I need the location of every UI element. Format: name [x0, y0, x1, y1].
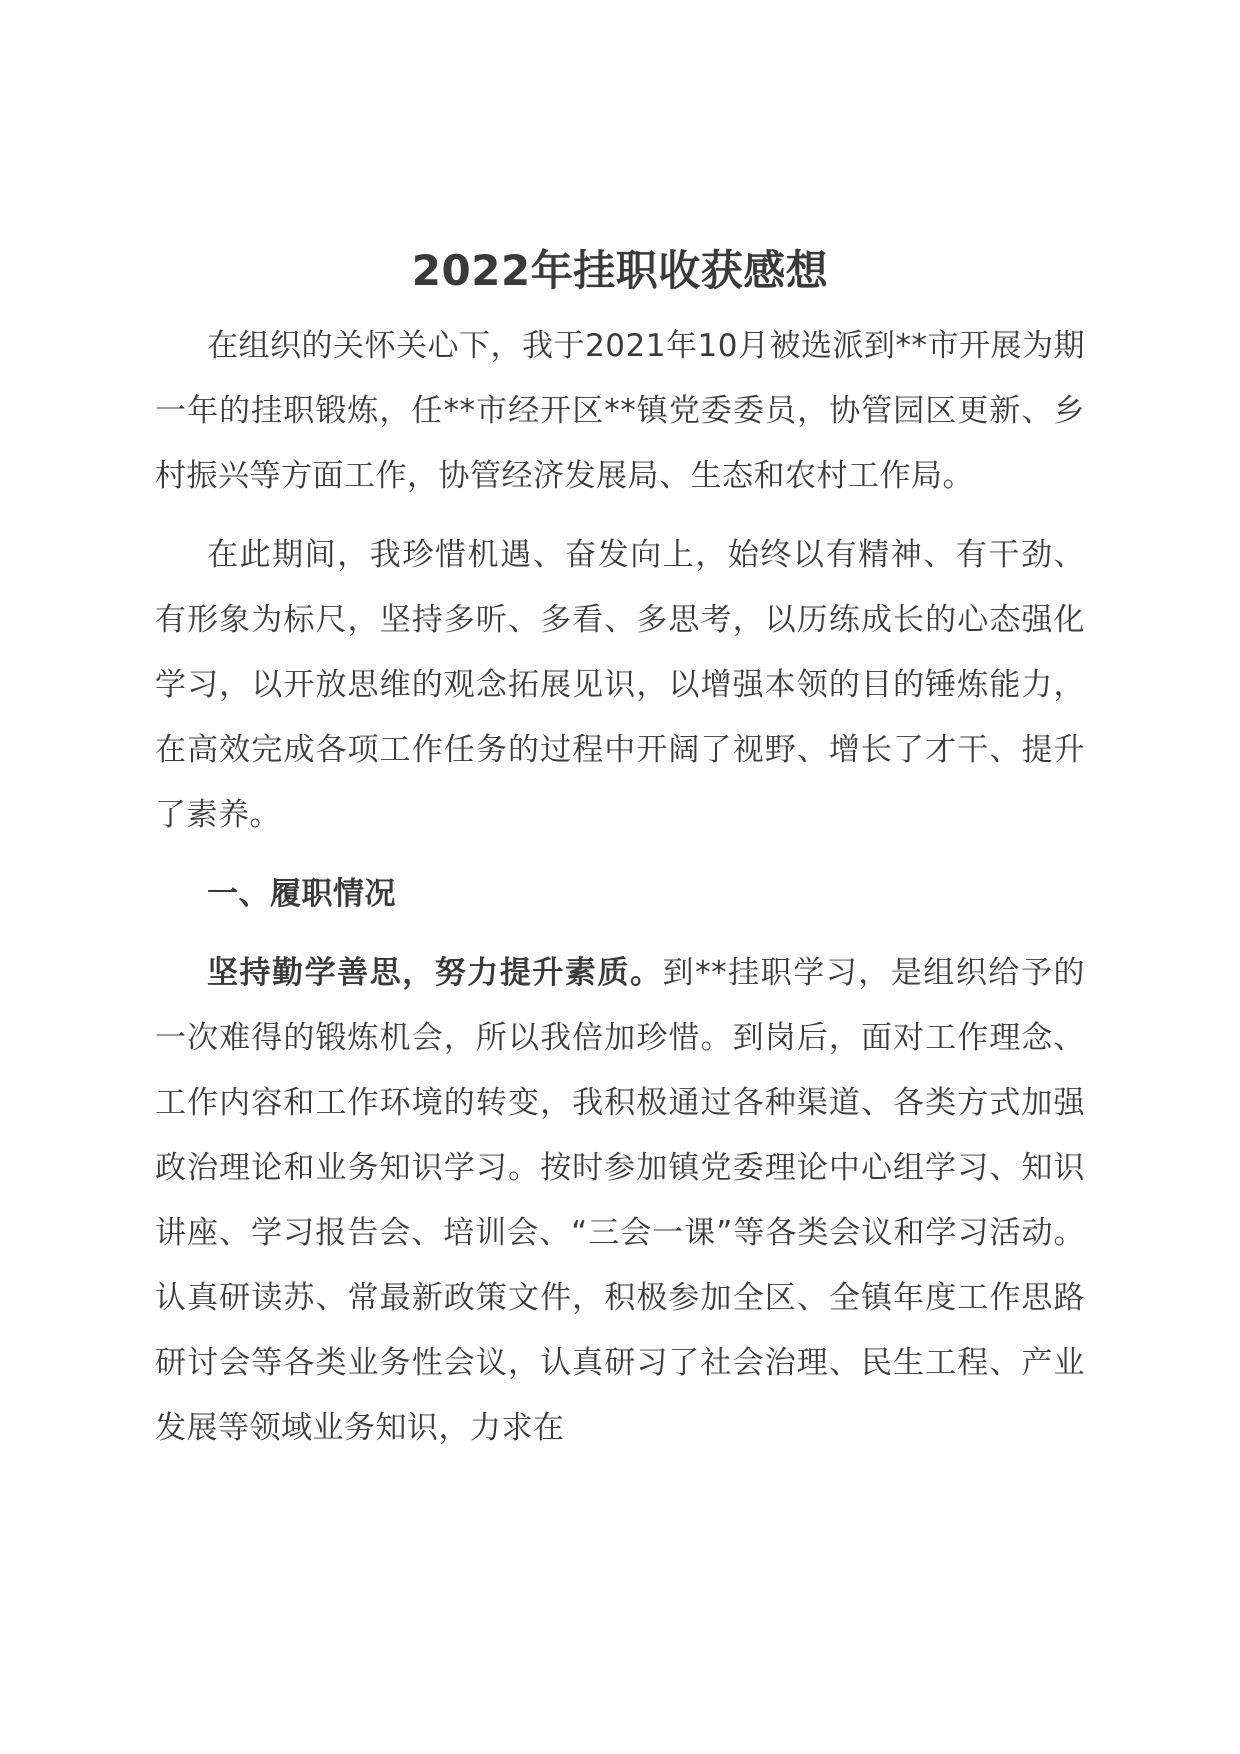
section-heading-duties: 一、履职情况	[207, 876, 396, 912]
paragraph-intro: 在组织的关怀关心下，我于2021年10月被选派到**市开展为期一年的挂职锻炼，任**市经开区**镇党委委员，协管园区更新、乡村振兴等方面工作，协管经济发展局、生态和农村工作局。	[155, 328, 1085, 494]
paragraph-lead-text: 坚持勤学善思，努力提升素质。	[207, 955, 663, 991]
paragraph-body-text: 到**挂职学习，是组织给予的一次难得的锻炼机会，所以我倍加珍惜。到岗后，面对工作理念、工作内容和工作环境的转变，我积极通过各种渠道、各类方式加强政治理论和业务知识学习。按时参加镇党委理论中心组学习、知识讲座、学习报告会、培训会、“三会一课”等各类会议和学习活动。认真研读苏、常最新政策文件，积极参加全区、全镇年度工作思路研讨会等各类业务性会议，认真研习了社会治理、民生工程、产业发展等领域业务知识，力求在	[155, 955, 1086, 1446]
document-body	[155, 240, 1085, 1475]
paragraph-summary: 在此期间，我珍惜机遇、奋发向上，始终以有精神、有干劲、有形象为标尺，坚持多听、多看、多思考，以历练成长的心态强化学习，以开放思维的观念拓展见识，以增强本领的目的锤炼能力，在高效完成各项工作任务的过程中开阔了视野、增长了才干、提升了素养。	[155, 537, 1085, 833]
paragraph-study	[155, 941, 1085, 1461]
document-title: 2022年挂职收获感想	[411, 246, 829, 295]
